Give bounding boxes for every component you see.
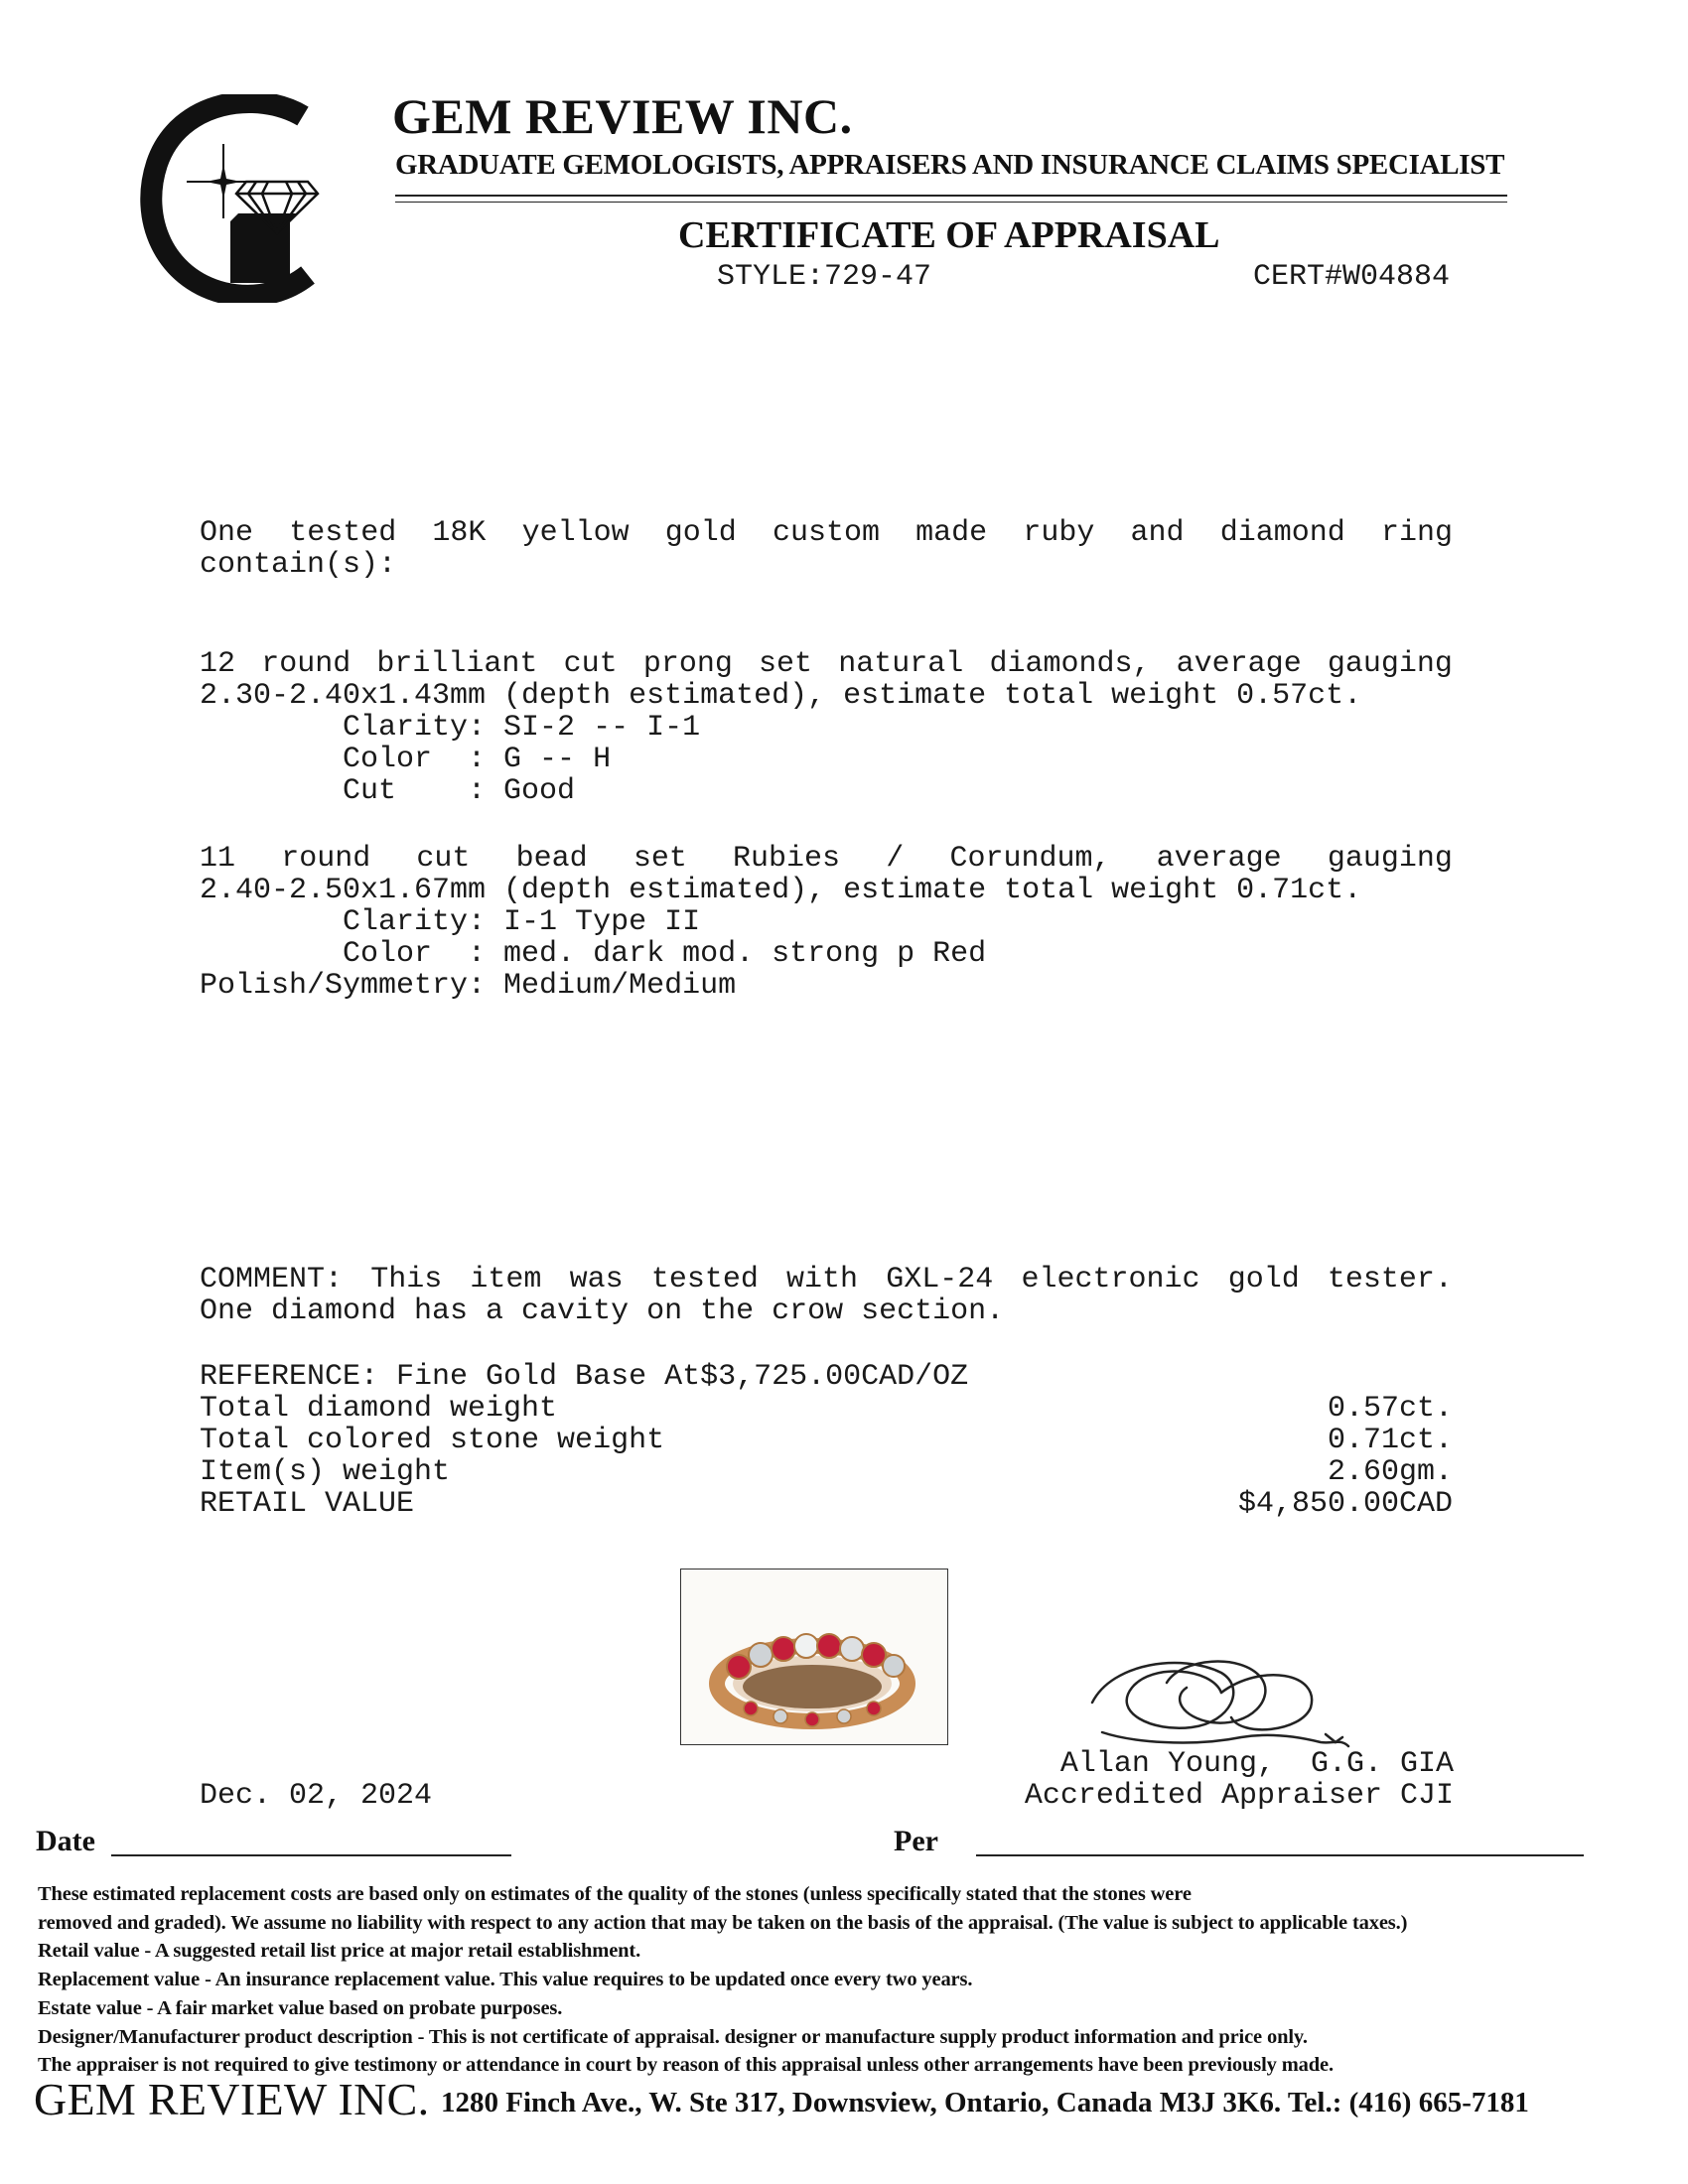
per-signature-line [976, 1854, 1584, 1856]
date-signature-line [111, 1854, 511, 1856]
company-tagline: GRADUATE GEMOLOGISTS, APPRAISERS AND INSURANCE CLAIMS SPECIALIST [395, 149, 1505, 181]
disclaimer-line: Designer/Manufacturer product description - This is not certificate of appraisal. designer or manufacture supply product information and price only. [38, 2026, 1308, 2048]
summary-row [200, 1487, 1453, 1521]
disclaimer-line: Retail value - A suggested retail list price at major retail establishment. [38, 1940, 641, 1962]
diamond-clarity: Clarity: SI-2 -- I-1 [200, 711, 701, 745]
comment-line: COMMENT: This item was tested with GXL-24 electronic gold tester. [200, 1263, 1453, 1297]
style-number: STYLE:729-47 [717, 260, 932, 294]
ring-photo [680, 1569, 948, 1745]
appraiser-name: Allan Young, G.G. GIA [1059, 1747, 1454, 1781]
disclaimer-line: Replacement value - An insurance replacement value. This value requires to be updated once every two years. [38, 1969, 973, 1990]
ring-image-icon [681, 1570, 947, 1744]
company-name: GEM REVIEW INC. [392, 88, 853, 144]
summary-value: 0.71ct. [1327, 1424, 1453, 1457]
disclaimer-line: removed and graded). We assume no liability with respect to any action that may be taken on the basis of the appraisal. (The value is subject to applicable taxes.) [38, 1912, 1408, 1934]
polish-symmetry: Polish/Symmetry: Medium/Medium [200, 969, 737, 1003]
diamond-cut: Cut : Good [200, 774, 576, 808]
certificate-title: CERTIFICATE OF APPRAISAL [678, 214, 1220, 256]
header-rule [395, 202, 1507, 203]
summary-label: Total colored stone weight [200, 1424, 665, 1457]
company-logo-icon [139, 94, 338, 303]
appraiser-title: Accredited Appraiser CJI [1024, 1779, 1454, 1813]
summary-row [200, 1392, 1453, 1426]
footer-address: 1280 Finch Ave., W. Ste 317, Downsview, Ontario, Canada M3J 3K6. Tel.: (416) 665-7181 [441, 2087, 1529, 2118]
diamond-description-line: 2.30-2.40x1.43mm (depth estimated), estimate total weight 0.57ct. [200, 679, 1362, 713]
appraisal-date: Dec. 02, 2024 [200, 1779, 433, 1813]
summary-row [200, 1424, 1453, 1457]
summary-label: RETAIL VALUE [200, 1487, 415, 1521]
summary-label: Item(s) weight [200, 1455, 451, 1489]
item-description-line: One tested 18K yellow gold custom made ruby and diamond ring [200, 516, 1453, 550]
certificate-number: CERT#W04884 [1253, 260, 1451, 294]
footer-company-name: GEM REVIEW INC. [34, 2074, 430, 2124]
per-label: Per [894, 1825, 938, 1857]
ruby-description-line: 11 round cut bead set Rubies / Corundum, average gauging [200, 842, 1453, 876]
header-rule [395, 195, 1507, 197]
summary-value: 2.60gm. [1327, 1455, 1453, 1489]
comment-line: One diamond has a cavity on the crow section. [200, 1295, 1005, 1328]
date-label: Date [36, 1825, 95, 1857]
ruby-clarity: Clarity: I-1 Type II [200, 905, 701, 939]
diamond-color: Color : G -- H [200, 743, 612, 776]
ruby-color: Color : med. dark mod. strong p Red [200, 937, 987, 971]
summary-value: 0.57ct. [1327, 1392, 1453, 1426]
disclaimer-line: Estate value - A fair market value based on probate purposes. [38, 1997, 563, 2019]
summary-value: $4,850.00CAD [1237, 1487, 1453, 1521]
gold-reference: REFERENCE: Fine Gold Base At$3,725.00CAD/OZ [200, 1360, 969, 1394]
disclaimer-line: The appraiser is not required to give testimony or attendance in court by reason of this appraisal unless other arrangements have been previously made. [38, 2054, 1334, 2076]
disclaimer-line: These estimated replacement costs are based only on estimates of the quality of the stones (unless specifically stated that the stones were [38, 1883, 1192, 1905]
item-description-line: contain(s): [200, 548, 397, 582]
diamond-description-line: 12 round brilliant cut prong set natural diamonds, average gauging [200, 647, 1453, 681]
ruby-description-line: 2.40-2.50x1.67mm (depth estimated), estimate total weight 0.71ct. [200, 874, 1362, 907]
summary-label: Total diamond weight [200, 1392, 558, 1426]
summary-row [200, 1455, 1453, 1489]
